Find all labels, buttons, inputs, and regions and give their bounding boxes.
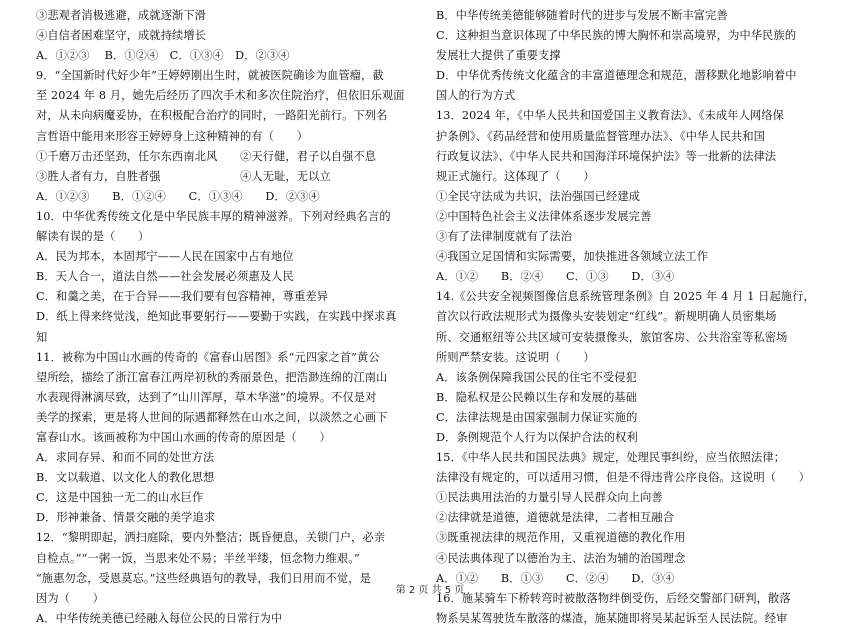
text-line: 水表现得淋漓尽致，达到了“山川浑厚，草木华滋”的境界。不仅是对 xyxy=(36,390,377,404)
text-line: C．这是中国独一无二的山水巨作 xyxy=(36,491,204,505)
text-line: 解读有误的是（ ） xyxy=(36,230,150,244)
text-line: 12．“黎明即起，洒扫庭除，要内外整洁；既昏便息，关锁门户，必亲 xyxy=(36,531,386,545)
text-line: ②中国特色社会主义法律体系逐步发展完善 xyxy=(436,209,652,223)
text-line: 护条例》、《药品经营和使用质量监督管理办法》、《中华人民共和国 xyxy=(436,129,766,143)
text-line: A．求同存异、和而不同的处世方法 xyxy=(36,451,215,465)
text-line: 13．2024 年，《中华人民共和国爱国主义教育法》、《未成年人网络保 xyxy=(436,109,784,123)
text-line: “施惠勿念，受恩莫忘。”这些经典语句的教导，我们日用而不觉，是 xyxy=(36,571,371,585)
text-line: 16．施某骑车下桥转弯时被散落物绊倒受伤，后经交警部门研判，散落 xyxy=(436,591,791,605)
text-line: 所、交通枢纽等公共区域可安装摄像头，旅馆客房、公共浴室等私密场 xyxy=(436,330,788,344)
text-line: 首次以行政法规形式为摄像头安装划定“红线”。新规明确人员密集场 xyxy=(436,310,777,324)
text-line: 望所绘，描绘了浙江富春江两岸初秋的秀丽景色，把浩渺连绵的江南山 xyxy=(36,370,388,384)
text-line: A．中华传统美德已经融入每位公民的日常行为中 xyxy=(36,611,283,625)
text-line: ④自信者困难坚守，成就持续增长 xyxy=(36,29,207,43)
text-line: ①民法典用法治的力量引导人民群众向上向善 xyxy=(436,491,663,505)
text-line: 美学的探索，更是将人世间的际遇都释然在山水之间，以淡然之心画下 xyxy=(36,410,388,424)
text-line: 对，从未向病魔妥协，在积极配合治疗的同时，一路阳光前行。下列名 xyxy=(36,109,388,123)
text-line: ③有了法律制度就有了法治 xyxy=(436,230,573,244)
text-line: B．文以载道、以文化人的教化思想 xyxy=(36,471,215,485)
text-line: 11．被称为中国山水画的传奇的《富春山居图》系“元四家之首”黄公 xyxy=(36,350,380,364)
text-line: ②法律就是道德，道德就是法律，二者相互融合 xyxy=(436,511,675,525)
text-line: 发展壮大提供了重要支撑 xyxy=(436,49,561,63)
left-column xyxy=(36,6,436,629)
text-line: ①全民守法成为共识，法治强国已经建成 xyxy=(436,189,641,203)
text-line: ③既重视法律的规范作用，又重视道德的教化作用 xyxy=(436,531,686,545)
text-line: 10．中华优秀传统文化是中华民族丰厚的精神滋养。下列对经典名言的 xyxy=(36,209,391,223)
text-line: 15．《中华人民共和国民法典》规定，处理民事纠纷，应当依照法律； xyxy=(436,451,786,465)
text-line: 物系吴某驾驶货车散落的煤渣，施某随即将吴某起诉至人民法院。经审 xyxy=(436,611,788,625)
right-column xyxy=(436,6,836,629)
page-footer: 第 2 页 共 5 页 xyxy=(395,585,465,596)
text-line: 因为（ ） xyxy=(36,591,105,605)
text-line: 法律没有规定的，可以适用习惯，但是不得违背公序良俗。这说明（ ） xyxy=(436,471,811,485)
text-line: 14.《公共安全视频图像信息系统管理条例》自 2025 年 4 月 1 日起施行， xyxy=(436,290,815,304)
text-line: 9．“全国新时代好少年”王婷婷刚出生时，就被医院确诊为血管瘤，截 xyxy=(36,69,384,83)
text-line: A．①② B．②④ C．①③ D．③④ xyxy=(436,270,675,284)
text-line: A．民为邦本，本固邦宁——人民在国家中占有地位 xyxy=(36,250,294,264)
text-line: D．形神兼备、情景交融的美学追求 xyxy=(36,511,216,525)
text-line: B．天人合一，道法自然——社会发展必须惠及人民 xyxy=(36,270,294,284)
text-line: B．隐私权是公民赖以生存和发展的基础 xyxy=(436,390,638,404)
text-line: B．中华传统美德能够随着时代的进步与发展不断丰富完善 xyxy=(436,9,728,22)
text-line: 言哲语中能用来形容王婷婷身上这种精神的有（ ） xyxy=(36,129,309,143)
text-line: 规正式施行。这体现了（ ） xyxy=(436,169,595,183)
text-line: A．该条例保障我国公民的住宅不受侵犯 xyxy=(436,370,637,384)
text-line: D．纸上得来终觉浅，绝知此事要躬行——要勤于实践，在实践中探求真 xyxy=(36,310,397,324)
text-line: C．和羹之美，在于合异——我们要有包容精神，尊重差异 xyxy=(36,290,329,304)
text-line: A．①②③ B．①②④ C．①③④ D．②③④ xyxy=(36,49,290,63)
text-line: 至 2024 年 8 月，她先后经历了四次手术和多次住院治疗，但依旧乐观面 xyxy=(36,89,405,103)
text-line: ④我国立足国情和实际需要，加快推进各领域立法工作 xyxy=(436,250,709,264)
text-line: D．条例规范个人行为以保护合法的权利 xyxy=(436,430,638,444)
text-line: A．①② B．①③ C．②④ D．③④ xyxy=(436,571,675,585)
text-line: D．中华优秀传统文化蕴含的丰富道德理念和规范，潜移默化地影响着中 xyxy=(436,69,797,83)
text-line: ③胜人者有力，自胜者强 ④人无耻，无以立 xyxy=(36,169,331,183)
text-line: ③悲观者消极逃避，成就逐渐下滑 xyxy=(36,9,207,22)
text-line: 富春山水。该画被称为中国山水画的传奇的原因是（ ） xyxy=(36,430,331,444)
text-line: 所则严禁安装。这说明（ ） xyxy=(436,350,595,364)
text-line: A．①②③ B．①②④ C．①③④ D．②③④ xyxy=(36,189,320,203)
text-line: 国人的行为方式 xyxy=(436,89,516,103)
text-line: C．法律法规是由国家强制力保证实施的 xyxy=(436,410,638,424)
text-line: 自检点。”“一粥一饭，当思来处不易；半丝半缕，恒念物力维艰。” xyxy=(36,551,360,565)
text-line: 知 xyxy=(36,330,48,344)
text-line: 行政复议法》、《中华人民共和国海洋环境保护法》等一批新的法律法 xyxy=(436,149,777,163)
text-line: ①千磨万击还坚劲，任尔东西南北风 ②天行健，君子以自强不息 xyxy=(36,149,377,163)
text-line: ④民法典体现了以德治为主、法治为辅的治国理念 xyxy=(436,551,686,565)
text-line: C．这种担当意识体现了中华民族的博大胸怀和崇高境界，为中华民族的 xyxy=(436,29,797,43)
